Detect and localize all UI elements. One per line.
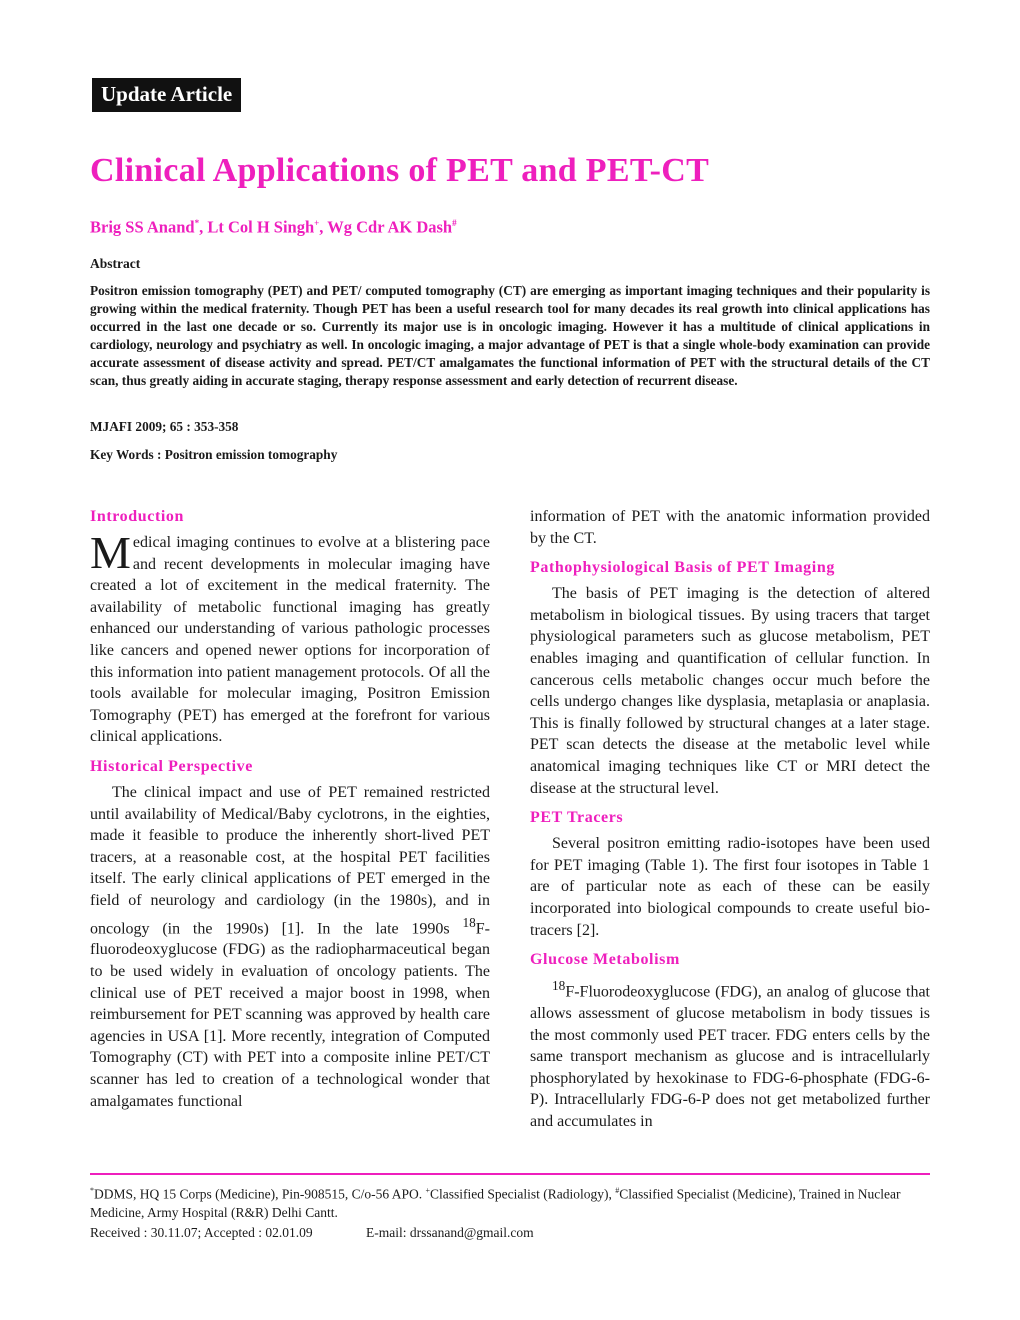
author-name: Lt Col H Singh	[207, 217, 315, 237]
footnote-mark: +	[425, 1186, 431, 1195]
received-accepted-dates: Received : 30.11.07; Accepted : 02.01.09	[90, 1225, 313, 1240]
author-mark: #	[452, 218, 457, 228]
section-heading-tracers: PET Tracers	[530, 809, 624, 827]
historical-text-b: F- fluorodeoxyglucose (FDG) as the radiopharmaceutical began to be used widely in evaluation of oncology patients. The clinical use of PET received a major boost in 1998, when reimbursement for PET scanning was approved by health care agencies in USA [1]. More recently, integration of Computed Tomography (CT) with PET into a composite inline PET/CT scanner has led to creation of a technological wonder that amalgamates functional	[90, 919, 490, 1110]
section-heading-introduction: Introduction	[90, 508, 185, 525]
right-column	[530, 506, 930, 1141]
author-separator: ,	[199, 217, 208, 237]
footnote-mark: *	[90, 1186, 94, 1195]
footnote-divider	[90, 1173, 930, 1175]
footnote-text: DDMS, HQ 15 Corps (Medicine), Pin-908515, C/o-56 APO.	[94, 1186, 426, 1202]
drop-cap: M	[90, 527, 131, 578]
affiliation-footnote	[90, 1182, 930, 1222]
historical-text-a: The clinical impact and use of PET remained restricted until availability of Medical/Baby cyclotrons, in the eighties, made it feasible to produce the inherently short-lived PET tracers, at a reasonable cost, at the hospital PET facilities itself. The early clinical applications of PET emerged in the field of neurology and cardiology (in the 1980s), and in oncology (in the 1990s) [1]. In the late 1990s	[90, 783, 490, 937]
footnote-mark: #	[615, 1186, 620, 1195]
introduction-text: edical imaging continues to evolve at a blistering pace and recent developments in molecular imaging have created a lot of excitement in the medical fraternity. The availability of metabolic functional imaging has greatly enhanced our understanding of various pathologic processes like cancers and opened newer options for incorporation of this information into patient management protocols. Of all the tools available for molecular imaging, Positron Emission Tomography (PET) has emerged at the forefront for various clinical applications.	[90, 534, 490, 746]
author-name: Brig SS Anand	[90, 217, 195, 237]
author-name: Wg Cdr AK Dash	[327, 217, 453, 237]
tracers-paragraph: Several positron emitting radio-isotopes have been used for PET imaging (Table 1). The first four isotopes in Table 1 are of particular note as each of these can be easily incorporated into biological compounds to create useful bio-tracers [2].	[530, 835, 930, 939]
journal-citation: MJAFI 2009; 65 : 353-358	[90, 419, 239, 434]
contact-email: E-mail: drssanand@gmail.com	[366, 1225, 534, 1240]
glucose-paragraph	[530, 975, 930, 1132]
abstract-text: Positron emission tomography (PET) and PET/ computed tomography (CT) are emerging as important imaging techniques and their popularity is growing within the medical fraternity. Though PET has been a useful research tool for many decades its real growth into clinical applications has occurred in the last one decade or so. Currently its major use is in oncologic imaging. However it has a multitude of clinical applications in cardiology, neurology and psychiatry as well. In oncologic imaging, a major advantage of PET is that a single whole-body examination can provide accurate assessment of disease activity and spread. PET/CT amalgamates the functional information of PET with the structural details of the CT scan, thus greatly aiding in accurate staging, therapy response assessment and early detection of recurrent disease.	[90, 283, 930, 388]
historical-paragraph	[90, 782, 490, 1112]
author-separator: ,	[319, 217, 328, 237]
continued-paragraph: information of PET with the anatomic information provided by the CT.	[530, 508, 930, 547]
author-mark: *	[194, 218, 200, 228]
author-mark: +	[314, 218, 320, 228]
pathophysiological-paragraph: The basis of PET imaging is the detection of altered metabolism in biological tissues. By using tracers that target physiological parameters such as glucose metabolism, PET enables imaging and quantification of cellular function. In cancerous cells metabolic changes occur much before the cells undergo changes like dysplasia, metaplasia or anaplasia. This is finally followed by structural changes at a later stage. PET scan detects the disease at the metabolic level while anatomical imaging techniques like CT or MRI detect the disease at the structural level.	[530, 585, 930, 797]
article-type-badge: Update Article	[90, 78, 241, 112]
isotope-superscript: 18	[462, 914, 476, 930]
glucose-text: F-Fluorodeoxyglucose (FDG), an analog of glucose that allows assessment of glucose metabolism in body tissues is the most commonly used PET tracer. FDG enters cells by the same transport mechanism as glucose and is intracellularly phosphorylated by hexokinase to FDG-6-phosphate (FDG-6-P). Intracellularly FDG-6-P does not get metabolized further and accumulates in	[530, 983, 930, 1130]
left-column	[90, 506, 490, 1120]
article-title: Clinical Applications of PET and PET-CT	[90, 152, 710, 189]
footnote-text: Classified Specialist (Medicine), Trained in Nuclear Medicine, Army Hospital (R&R) Delhi Cantt.	[90, 1186, 901, 1220]
introduction-paragraph	[90, 527, 490, 748]
section-heading-glucose: Glucose Metabolism	[530, 951, 680, 969]
footnote-text: Classified Specialist (Radiology),	[430, 1186, 616, 1202]
abstract-heading: Abstract	[90, 256, 141, 271]
keywords: Key Words : Positron emission tomography	[90, 447, 338, 462]
section-heading-historical: Historical Perspective	[90, 757, 253, 775]
author-list	[90, 212, 930, 239]
isotope-superscript: 18	[552, 978, 566, 994]
section-heading-pathophysiological: Pathophysiological Basis of PET Imaging	[530, 559, 835, 577]
